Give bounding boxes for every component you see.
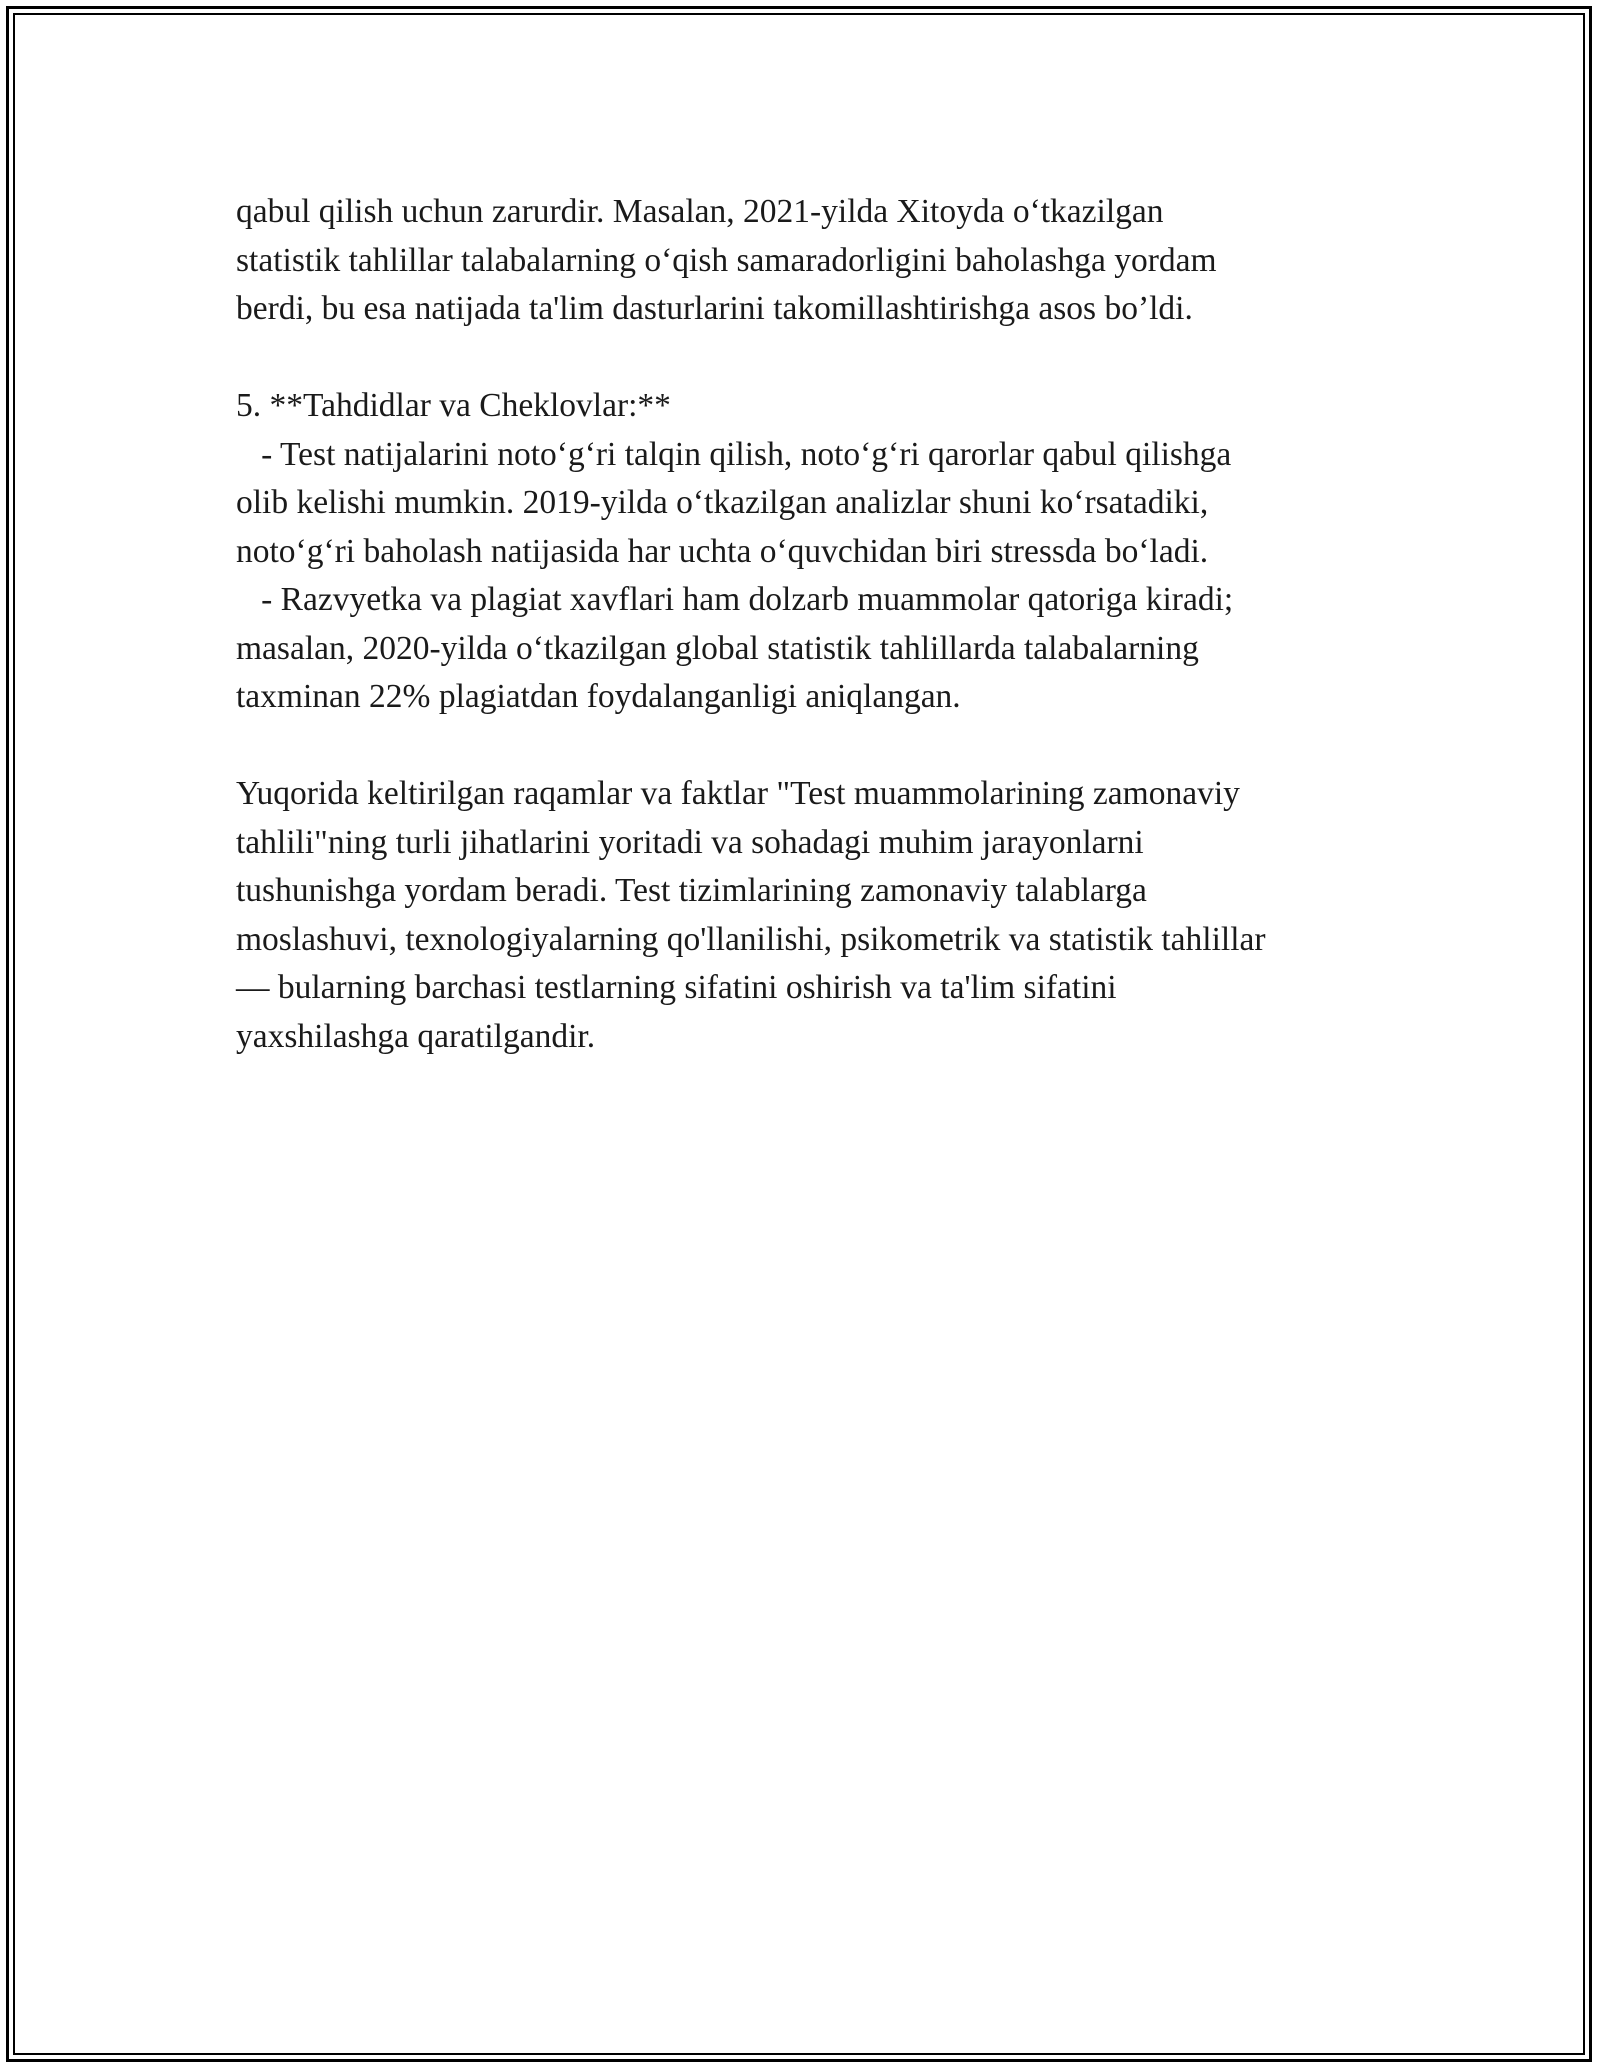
text-line: taxminan 22% plagiatdan foydalanganligi aniqlangan. — [236, 678, 961, 715]
text-line: - Razvyetka va plagiat xavflari ham dolzarb muammolar qatoriga kiradi; — [236, 581, 1234, 618]
bullet-plagiarism — [236, 576, 1426, 722]
bullet-misinterpretation — [236, 431, 1426, 577]
section-threats — [236, 382, 1426, 722]
text-line: - Test natijalarini noto‘g‘ri talqin qilish, noto‘g‘ri qarorlar qabul qilishga — [236, 435, 1232, 473]
paragraph-gap — [236, 334, 1426, 383]
document-body — [236, 188, 1426, 1061]
text-line: yaxshilashga qaratilgandir. — [236, 1017, 596, 1055]
text-line: tahlili"ning turli jihatlarini yoritadi va sohadagi muhim jarayonlarni — [236, 823, 1144, 861]
text-line: statistik tahlillar talabalarning o‘qish samaradorligini baholashga yordam — [236, 241, 1217, 279]
text-line: tushunishga yordam beradi. Test tizimlarining zamonaviy talablarga — [236, 872, 1147, 909]
text-line: Yuqorida keltirilgan raqamlar va faktlar "Test muammolarining zamonaviy — [236, 775, 1240, 812]
text-line: moslashuvi, texnologiyalarning qo'llanilishi, psikometrik va statistik tahlillar — [236, 920, 1266, 958]
text-line: — bularning barchasi testlarning sifatini oshirish va ta'lim sifatini — [236, 969, 1117, 1006]
paragraph-intro — [236, 188, 1426, 334]
text-line: olib kelishi mumkin. 2019-yilda o‘tkazilgan analizlar shuni ko‘rsatadiki, — [236, 484, 1209, 521]
text-line: noto‘g‘ri baholash natijasida har uchta o‘quvchidan biri stressda bo‘ladi. — [236, 532, 1209, 570]
paragraph-conclusion — [236, 770, 1426, 1061]
text-line: berdi, bu esa natijada ta'lim dasturlarini takomillashtirishga asos bo’ldi. — [236, 290, 1193, 327]
text-line: masalan, 2020-yilda o‘tkazilgan global statistik tahlillarda talabalarning — [236, 629, 1199, 667]
section-heading: 5. **Tahdidlar va Cheklovlar:** — [236, 387, 671, 424]
text-line: qabul qilish uchun zarurdir. Masalan, 2021-yilda Xitoyda o‘tkazilgan — [236, 193, 1164, 230]
paragraph-gap — [236, 722, 1426, 771]
